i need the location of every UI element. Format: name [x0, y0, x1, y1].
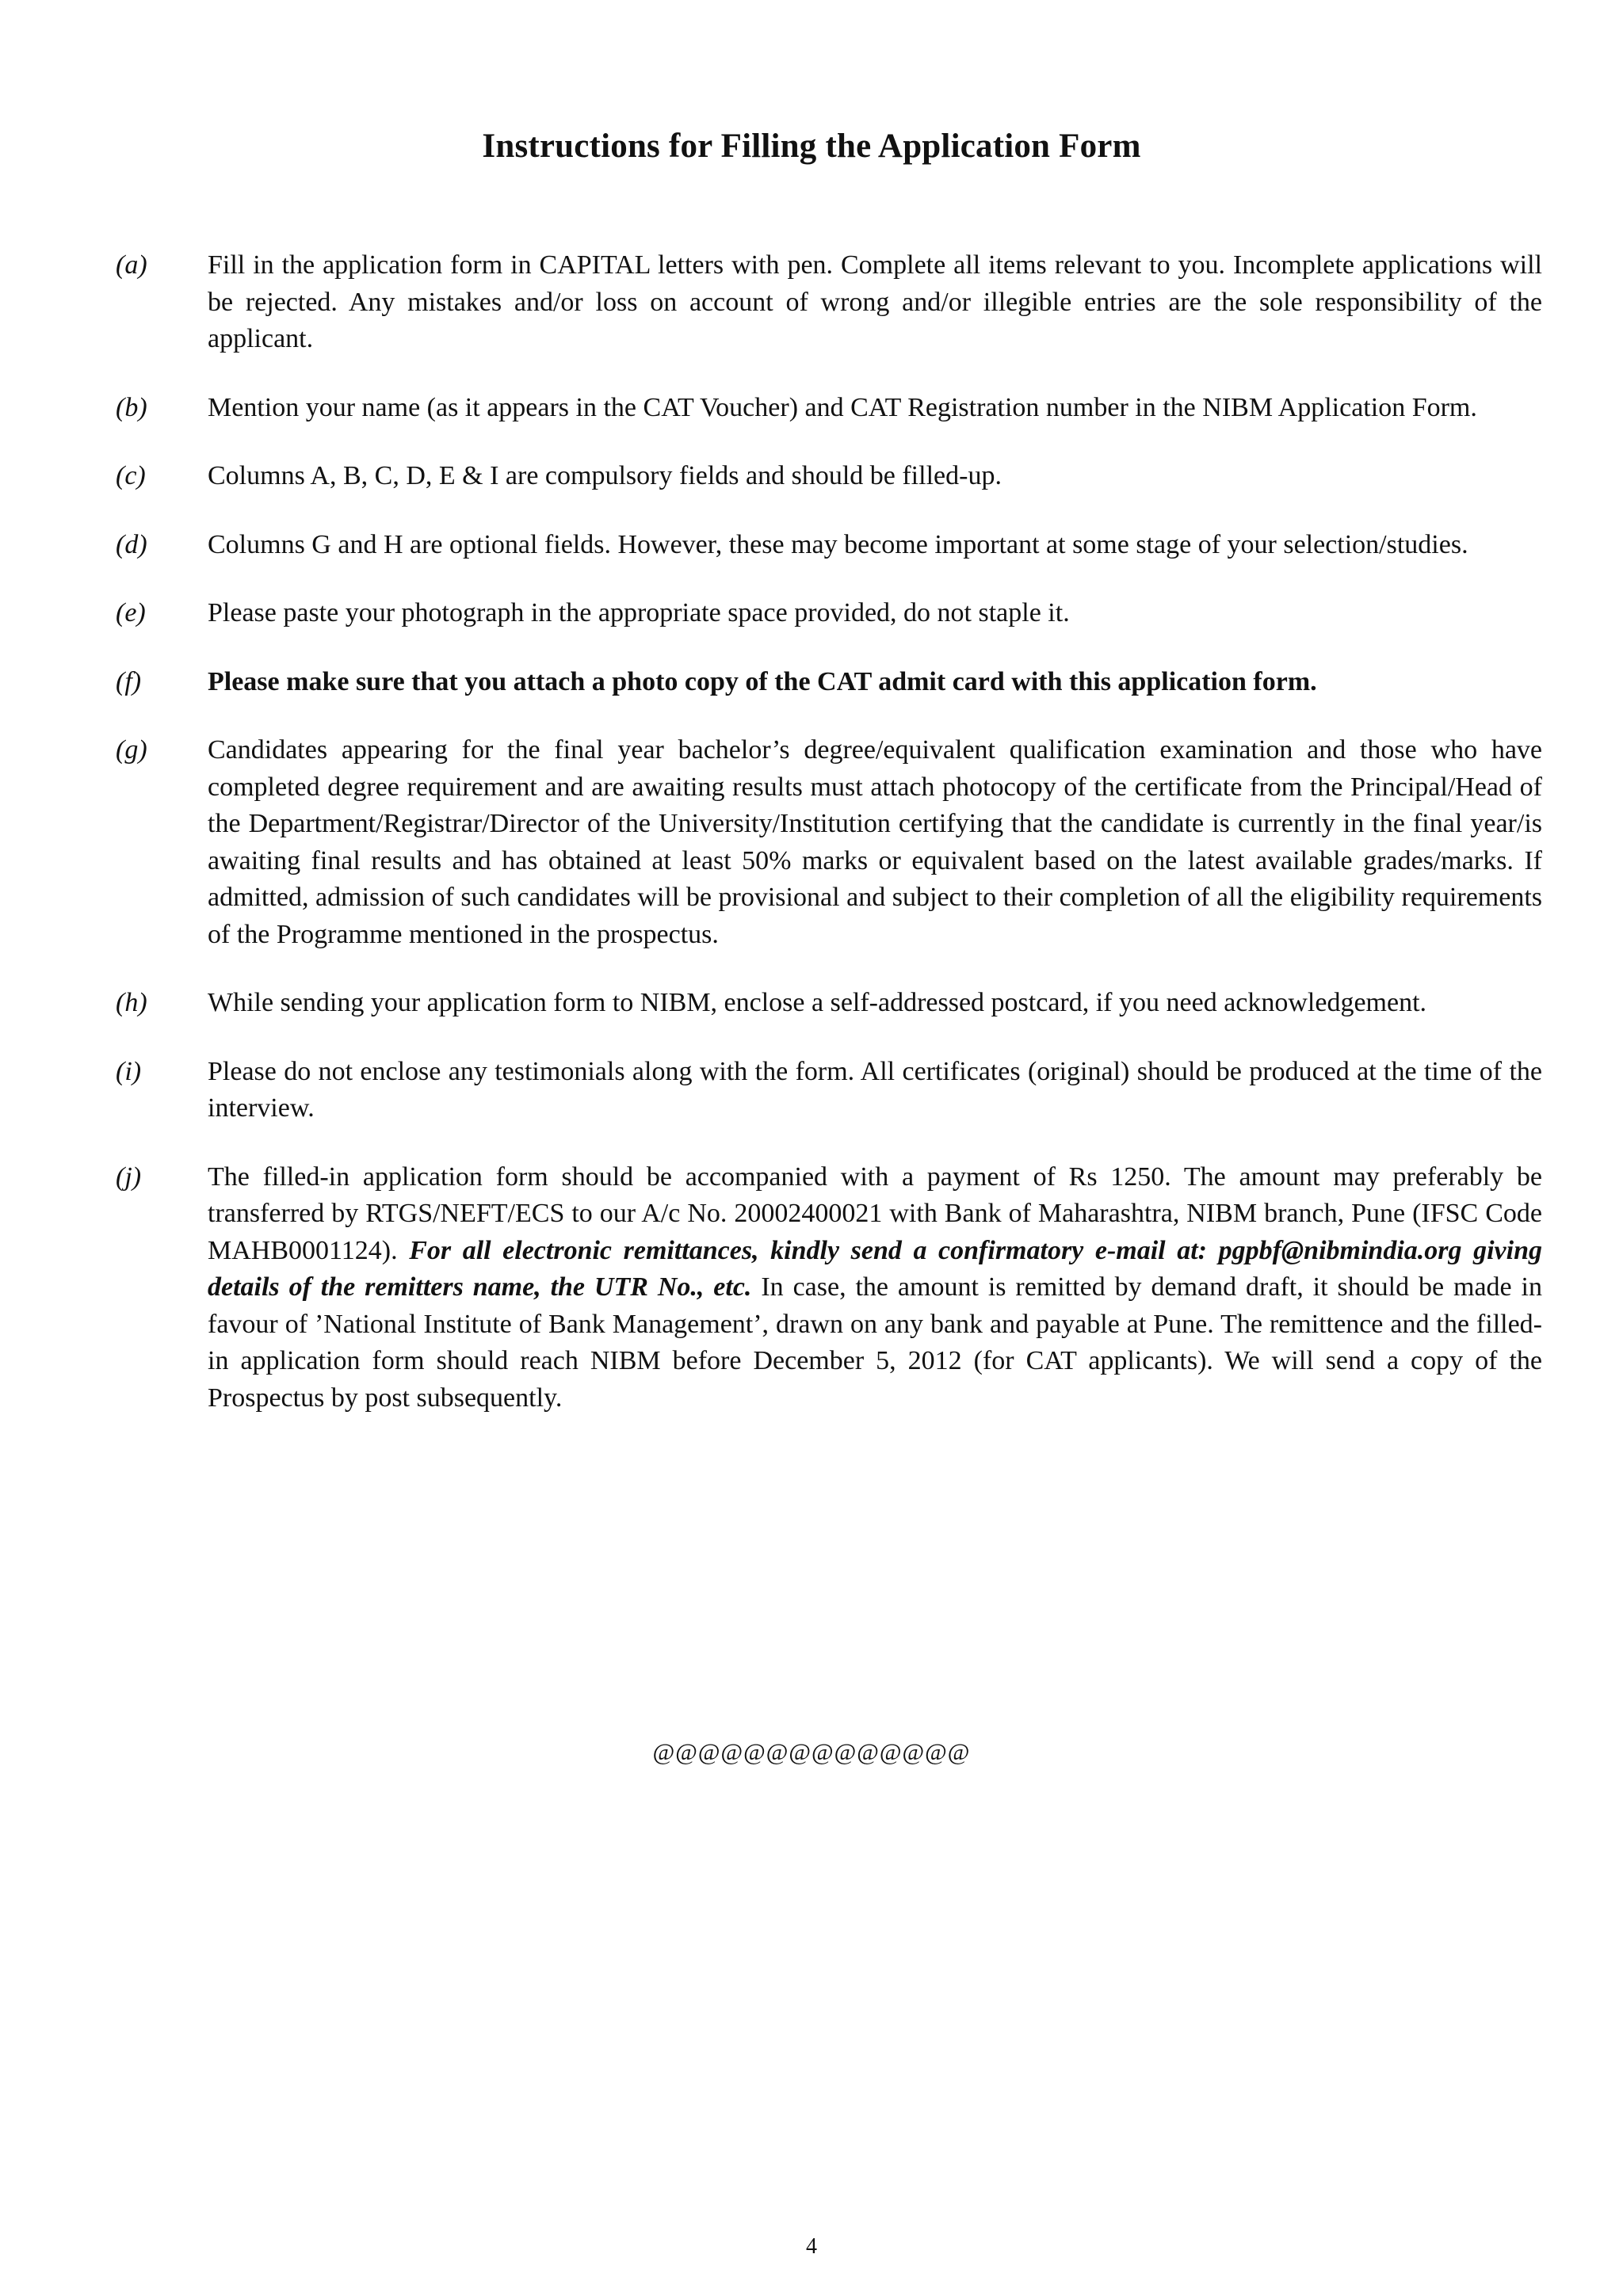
- item-text-part: The filled-in application form should be accompanied with a payment of Rs 1250. The amount may preferably be transferred by RTGS/NEFT/ECS to our A/c No. 20002400021 with Bank of Maharashtra, NIBM branch, Pune (IFSC Code MAHB0001124).: [208, 1161, 1542, 1265]
- list-item: [116, 527, 1542, 564]
- list-item: [116, 458, 1542, 495]
- item-text: Mention your name (as it appears in the CAT Voucher) and CAT Registration number in the NIBM Application Form.: [208, 392, 1477, 422]
- item-text: Candidates appearing for the final year bachelor’s degree/equivalent qualification examination and those who have completed degree requirement and are awaiting results must attach photocopy of the certificate from the Principal/Head of the Department/Registrar/Director of the University/Institution certifying that the candidate is currently in the final year/is awaiting final results and has obtained at least 50% marks or equivalent based on the latest available grades/marks. If admitted, admission of such candidates will be provisional and subject to their completion of all the eligibility requirements of the Programme mentioned in the prospectus.: [208, 735, 1542, 949]
- section-divider: @@@@@@@@@@@@@@: [652, 1739, 971, 1765]
- page-number: 4: [806, 2234, 817, 2259]
- item-text: Please do not enclose any testimonials along with the form. All certificates (original) should be produced at the time of the interview.: [208, 1056, 1542, 1123]
- item-text: Please paste your photograph in the appropriate space provided, do not staple it.: [208, 598, 1070, 627]
- list-item: [116, 1054, 1542, 1127]
- page-title: Instructions for Filling the Application Form: [482, 128, 1141, 165]
- item-label: (i): [116, 1056, 142, 1086]
- list-item: [116, 247, 1542, 358]
- item-label: (h): [116, 988, 147, 1017]
- item-text: While sending your application form to NIBM, enclose a self-addressed postcard, if you need acknowledgement.: [208, 988, 1427, 1017]
- item-label: (f): [116, 666, 142, 696]
- item-text-emphasis: For all electronic remittances, kindly send a confirmatory e-mail at: pgpbf@nibmindia.org giving details of the remitters name, the UTR No., etc.: [208, 1235, 1543, 1302]
- list-item: [116, 1159, 1542, 1417]
- item-label: (b): [116, 392, 147, 422]
- list-item: [116, 732, 1542, 953]
- item-text: [208, 1159, 1542, 1417]
- list-item: [116, 664, 1542, 701]
- item-label: (g): [116, 735, 147, 765]
- item-label: (c): [116, 461, 146, 490]
- item-label: (a): [116, 250, 147, 280]
- item-label: (d): [116, 529, 147, 559]
- item-text: Fill in the application form in CAPITAL letters with pen. Complete all items relevant to you. Incomplete applications will be rejected. Any mistakes and/or loss on account of wrong and/or illegible entries are the sole responsibility of the applicant.: [208, 250, 1542, 353]
- item-label: (j): [116, 1161, 142, 1192]
- item-text-part: In case, the amount is remitted by demand draft, it should be made in favour of ’National Institute of Bank Management’, drawn on any bank and payable at Pune. The remittence and the filled-in application form should reach NIBM before December 5, 2012 (for CAT applicants). We will send a copy of the Prospectus by post subsequently.: [208, 1272, 1543, 1413]
- list-item: [116, 595, 1542, 632]
- item-text: Columns G and H are optional fields. However, these may become important at some stage of your selection/studies.: [208, 529, 1468, 559]
- item-text-bold: Please make sure that you attach a photo copy of the CAT admit card with this application form.: [208, 666, 1317, 696]
- instructions-list: [116, 247, 1542, 1448]
- list-item: [116, 390, 1542, 427]
- list-item: [116, 985, 1542, 1022]
- item-label: (e): [116, 598, 146, 627]
- item-text: Columns A, B, C, D, E & I are compulsory fields and should be filled-up.: [208, 461, 1002, 490]
